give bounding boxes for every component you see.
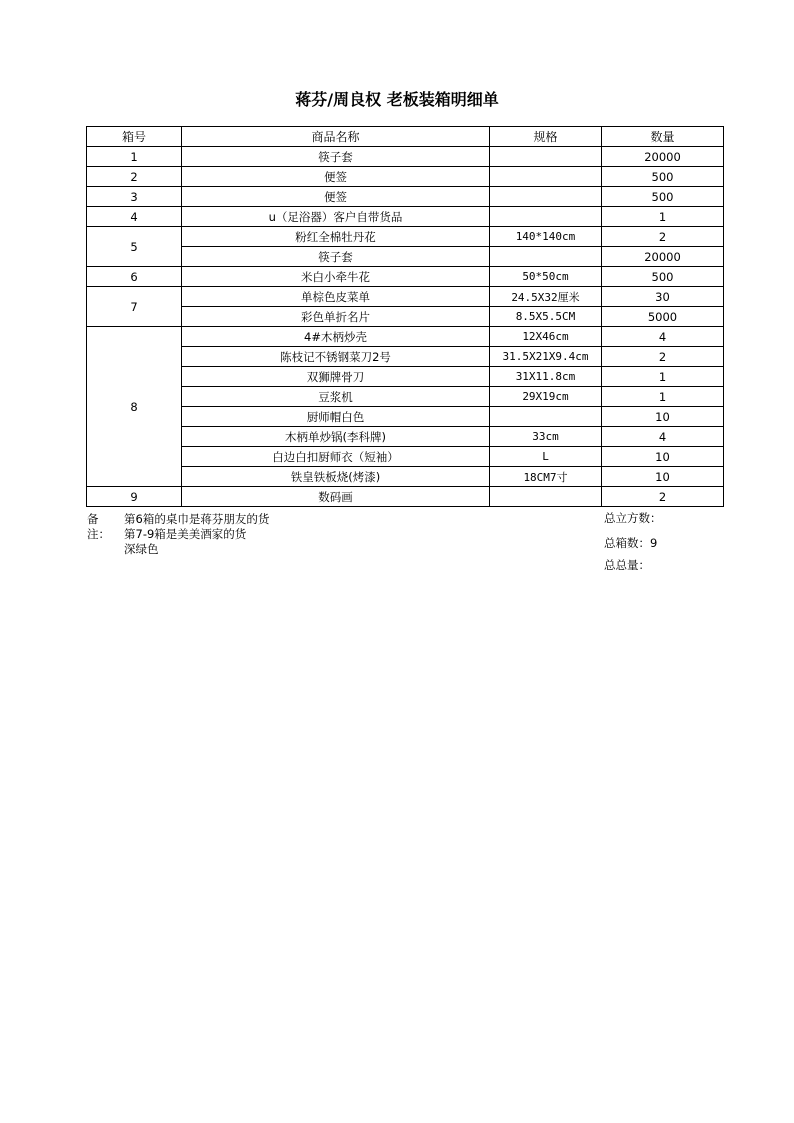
product-name-cell: 木柄单炒锅(李科牌) xyxy=(182,427,490,447)
spec-cell xyxy=(490,207,602,227)
spec-cell: 33cm xyxy=(490,427,602,447)
product-name-cell: 米白小牵牛花 xyxy=(182,267,490,287)
spec-cell xyxy=(490,187,602,207)
product-name-cell: 数码画 xyxy=(182,487,490,507)
packing-list-table xyxy=(86,126,724,507)
product-name-cell: 筷子套 xyxy=(182,247,490,267)
table-row xyxy=(87,367,724,387)
table-row xyxy=(87,267,724,287)
table-header-row xyxy=(87,127,724,147)
table-row xyxy=(87,327,724,347)
spec-cell: 18CM7寸 xyxy=(490,467,602,487)
table-row xyxy=(87,387,724,407)
product-name-cell: 彩色单折名片 xyxy=(182,307,490,327)
product-name-cell: 双狮牌骨刀 xyxy=(182,367,490,387)
spec-cell: 31.5X21X9.4cm xyxy=(490,347,602,367)
box-number-cell: 3 xyxy=(87,187,182,207)
product-name-cell: 陈枝记不锈钢菜刀2号 xyxy=(182,347,490,367)
header-quantity: 数量 xyxy=(602,127,724,147)
quantity-cell: 5000 xyxy=(602,307,724,327)
quantity-cell: 20000 xyxy=(602,247,724,267)
header-spec: 规格 xyxy=(490,127,602,147)
spec-cell xyxy=(490,487,602,507)
remarks-label: 备注： xyxy=(87,512,110,541)
spec-cell: 31X11.8cm xyxy=(490,367,602,387)
table-row xyxy=(87,167,724,187)
quantity-cell: 2 xyxy=(602,227,724,247)
product-name-cell: 白边白扣厨师衣（短袖） xyxy=(182,447,490,467)
product-name-cell: u（足浴器）客户自带货品 xyxy=(182,207,490,227)
total-volume: 总立方数： xyxy=(604,511,662,525)
total-boxes: 总箱数：9 xyxy=(604,536,658,550)
box-number-cell: 1 xyxy=(87,147,182,167)
quantity-cell: 1 xyxy=(602,207,724,227)
spec-cell: 12X46cm xyxy=(490,327,602,347)
spec-cell: 8.5X5.5CM xyxy=(490,307,602,327)
spec-cell: 29X19cm xyxy=(490,387,602,407)
product-name-cell: 铁皇铁板烧(烤漆) xyxy=(182,467,490,487)
spec-cell: 50*50cm xyxy=(490,267,602,287)
spec-cell: L xyxy=(490,447,602,467)
quantity-cell: 500 xyxy=(602,267,724,287)
quantity-cell: 4 xyxy=(602,327,724,347)
table-row xyxy=(87,207,724,227)
remark-line: 第6箱的桌巾是蒋芬朋友的货 xyxy=(124,512,270,526)
box-number-cell: 5 xyxy=(87,227,182,267)
spec-cell xyxy=(490,247,602,267)
table-row xyxy=(87,187,724,207)
quantity-cell: 10 xyxy=(602,467,724,487)
quantity-cell: 20000 xyxy=(602,147,724,167)
spec-cell xyxy=(490,147,602,167)
box-number-cell: 9 xyxy=(87,487,182,507)
spec-cell xyxy=(490,167,602,187)
quantity-cell: 2 xyxy=(602,347,724,367)
remark-line: 深绿色 xyxy=(124,542,159,556)
table-row xyxy=(87,407,724,427)
spec-cell: 140*140cm xyxy=(490,227,602,247)
product-name-cell: 便签 xyxy=(182,167,490,187)
table-row xyxy=(87,467,724,487)
table-row xyxy=(87,147,724,167)
table-row xyxy=(87,307,724,327)
product-name-cell: 粉红全棉牡丹花 xyxy=(182,227,490,247)
product-name-cell: 4#木柄炒壳 xyxy=(182,327,490,347)
spec-cell xyxy=(490,407,602,427)
table-row xyxy=(87,347,724,367)
quantity-cell: 500 xyxy=(602,167,724,187)
quantity-cell: 10 xyxy=(602,447,724,467)
box-number-cell: 8 xyxy=(87,327,182,487)
header-product-name: 商品名称 xyxy=(182,127,490,147)
remark-line: 第7-9箱是美美酒家的货 xyxy=(124,527,247,541)
page-title: 蒋芬/周良权 老板装箱明细单 xyxy=(295,90,499,109)
box-number-cell: 4 xyxy=(87,207,182,227)
quantity-cell: 30 xyxy=(602,287,724,307)
header-box-number: 箱号 xyxy=(87,127,182,147)
table-row xyxy=(87,287,724,307)
spec-cell: 24.5X32厘米 xyxy=(490,287,602,307)
box-number-cell: 7 xyxy=(87,287,182,327)
quantity-cell: 1 xyxy=(602,387,724,407)
table-row xyxy=(87,227,724,247)
box-number-cell: 6 xyxy=(87,267,182,287)
quantity-cell: 10 xyxy=(602,407,724,427)
box-number-cell: 2 xyxy=(87,167,182,187)
table-row xyxy=(87,487,724,507)
table-row xyxy=(87,427,724,447)
product-name-cell: 单棕色皮菜单 xyxy=(182,287,490,307)
table-row xyxy=(87,447,724,467)
product-name-cell: 筷子套 xyxy=(182,147,490,167)
product-name-cell: 厨师帽白色 xyxy=(182,407,490,427)
quantity-cell: 1 xyxy=(602,367,724,387)
total-weight: 总总量： xyxy=(604,558,650,572)
quantity-cell: 2 xyxy=(602,487,724,507)
product-name-cell: 豆浆机 xyxy=(182,387,490,407)
quantity-cell: 500 xyxy=(602,187,724,207)
quantity-cell: 4 xyxy=(602,427,724,447)
table-row xyxy=(87,247,724,267)
product-name-cell: 便签 xyxy=(182,187,490,207)
